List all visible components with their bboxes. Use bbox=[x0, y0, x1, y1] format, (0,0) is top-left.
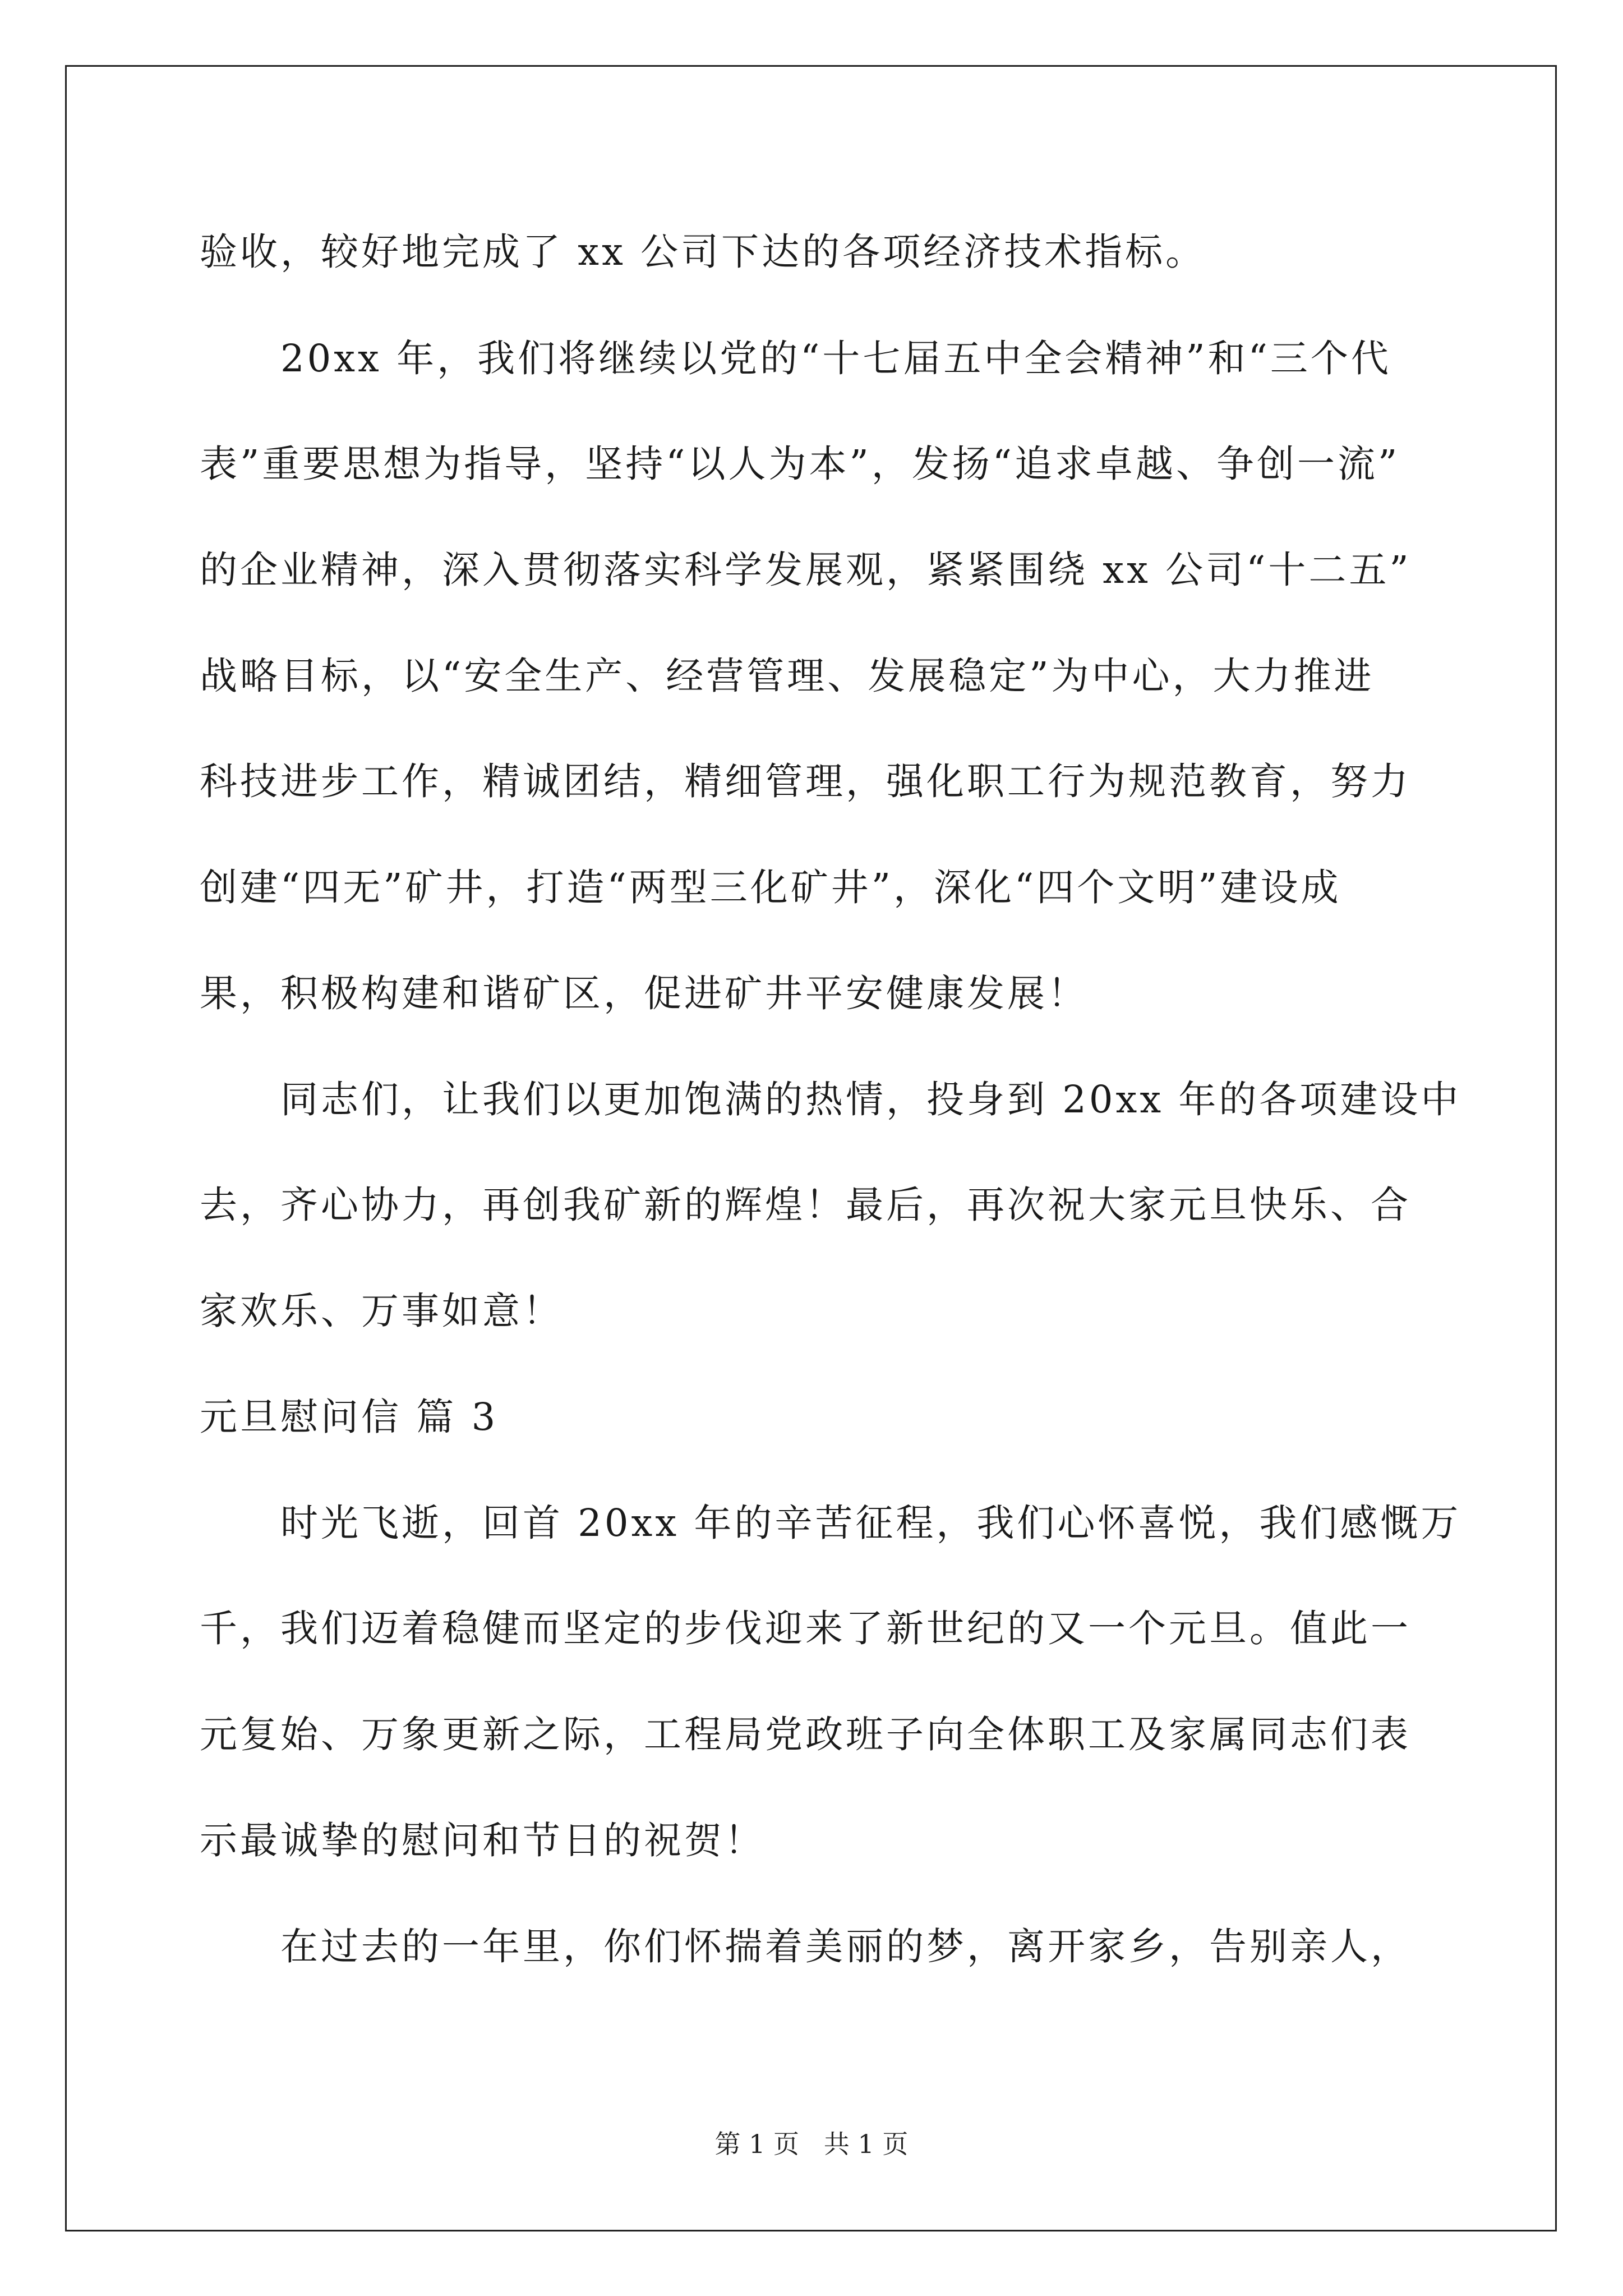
text-line: 示最诚挚的慰问和节日的祝贺！ bbox=[200, 1819, 765, 1862]
text-line: 验收，较好地完成了 xx 公司下达的各项经济技术指标。 bbox=[200, 230, 1206, 274]
text-line: 创建“四无”矿井，打造“两型三化矿井”，深化“四个文明”建设成 bbox=[200, 866, 1341, 909]
text-line: 的企业精神，深入贯彻落实科学发展观，紧紧围绕 xx 公司“十二五” bbox=[200, 548, 1412, 592]
text-line: 科技进步工作，精诚团结，精细管理，强化职工行为规范教育，努力 bbox=[200, 760, 1411, 803]
text-line: 元复始、万象更新之际，工程局党政班子向全体职工及家属同志们表 bbox=[200, 1713, 1411, 1756]
page-number: 第 1 页 共 1 页 bbox=[714, 2129, 909, 2159]
text-line: 同志们，让我们以更加饱满的热情，投身到 20xx 年的各项建设中 bbox=[280, 1078, 1461, 1121]
text-line: 战略目标，以“安全生产、经营管理、发展稳定”为中心，大力推进 bbox=[200, 654, 1375, 698]
text-line: 家欢乐、万事如意！ bbox=[200, 1289, 563, 1333]
page-border bbox=[65, 65, 1557, 2231]
text-line: 20xx 年，我们将继续以党的“十七届五中全会精神”和“三个代 bbox=[280, 337, 1391, 380]
text-line: 去，齐心协力，再创我矿新的辉煌！最后，再次祝大家元旦快乐、合 bbox=[200, 1183, 1411, 1227]
text-line: 时光飞逝，回首 20xx 年的辛苦征程，我们心怀喜悦，我们感慨万 bbox=[280, 1501, 1461, 1545]
text-line: 表”重要思想为指导，坚持“以人为本”，发扬“追求卓越、争创一流” bbox=[200, 442, 1400, 486]
section-heading: 元旦慰问信 篇 3 bbox=[200, 1395, 499, 1439]
text-line: 千，我们迈着稳健而坚定的步伐迎来了新世纪的又一个元旦。值此一 bbox=[200, 1607, 1411, 1650]
text-line: 果，积极构建和谐矿区，促进矿井平安健康发展！ bbox=[200, 972, 1088, 1015]
text-line: 在过去的一年里，你们怀揣着美丽的梦，离开家乡，告别亲人， bbox=[280, 1925, 1411, 1968]
